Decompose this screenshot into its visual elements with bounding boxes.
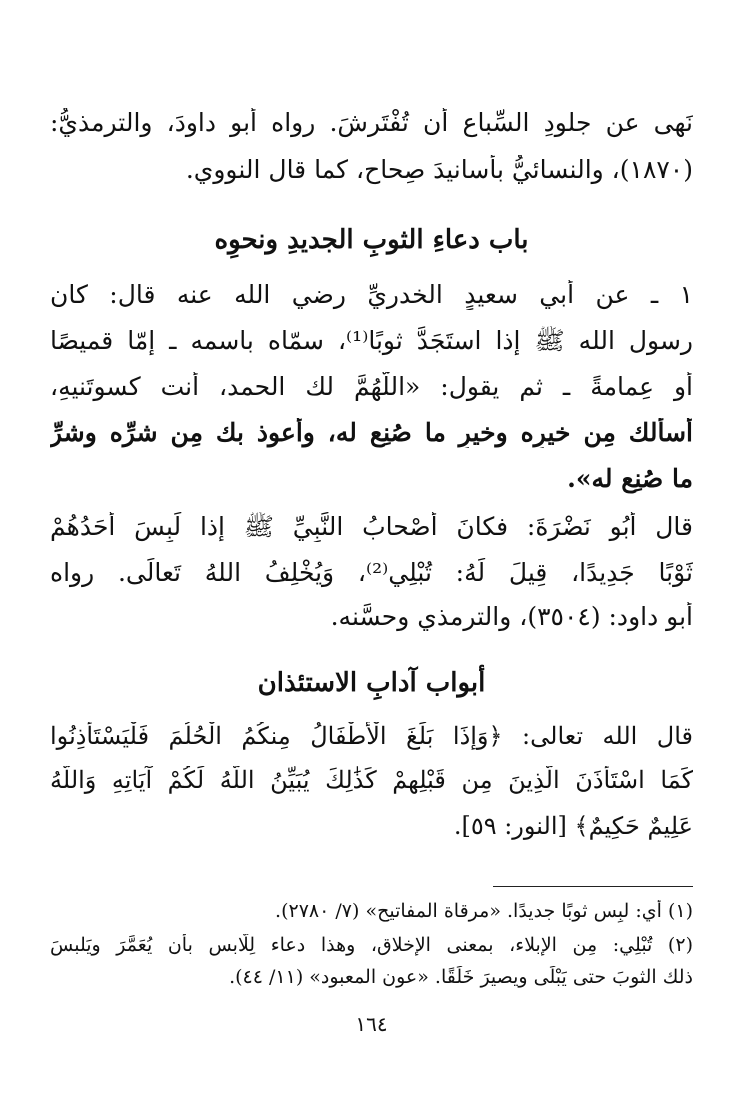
hadith-line: ما صُنِع له».: [567, 464, 693, 493]
footnote-2-continued: ذلك الثوبَ حتى يَبْلَى ويصيرَ خَلَقًا. «عون المعبود» (١١/ ٤٤).: [229, 966, 693, 988]
hadith-line: أو عِمامةً ـ ثم يقول: «اللَّهُمَّ لك الحمد، أنت كسوتَنيهِ،: [50, 372, 693, 401]
footnote-1: (١) أي: لبِس ثوبًا جديدًا. «مرقاة المفاتيح» (٧/ ٢٧٨٠).: [275, 900, 693, 922]
narration-line: قال أَبُو نَضْرَةَ: فكانَ أَصْحابُ النَّبِيِّ ﷺ إذا لَبِسَ أَحَدُهُمْ: [50, 512, 693, 541]
footnote-divider: [493, 886, 693, 887]
intro-line: نَهى عن جلودِ السِّباعِ أن تُفْتَرشَ. رواه أبو داودَ، والترمذيُّ:: [50, 108, 693, 137]
section-heading-permission: أبواب آدابِ الاستئذان: [257, 668, 486, 698]
hadith-line: ١ ـ عن أبي سعيدٍ الخدريِّ رضي الله عنه قال: كان: [50, 280, 693, 309]
quran-verse-line: قال الله تعالى: ﴿وَإِذَا بَلَغَ الْأَطْفَالُ مِنكُمُ الْحُلُمَ فَلْيَسْتَأْذِنُوا: [50, 722, 693, 750]
quran-verse-line: عَلِيمٌ حَكِيمٌ﴾ [النور: ٥٩].: [453, 812, 693, 840]
narration-line: أبو داود: (٣٥٠٤)، والترمذي وحسَّنه.: [330, 602, 693, 631]
page-number: ١٦٤: [355, 1012, 388, 1036]
hadith-line: رسول الله ﷺ إذا استَجَدَّ ثوبًا⁽¹⁾، سمّاه باسمه ـ إمّا قميصًا: [50, 326, 693, 355]
quran-verse-line: كَمَا اسْتَأْذَنَ الَّذِينَ مِن قَبْلِهِمْ كَذَٰلِكَ يُبَيِّنُ اللَّهُ لَكُمْ آيَاتِهِ وَاللَّهُ: [50, 766, 693, 794]
footnote-2: (٢) تُبْلِي: مِن الإبلاء، بمعنى الإخلاق، وهذا دعاء لِلّابس بأن يُعَمَّرَ ويَلبسَ: [50, 934, 693, 956]
intro-line: (١٨٧٠)، والنسائيُّ بأسانيدَ صِحاحٍ، كما قال النووي.: [185, 155, 693, 184]
section-heading-new-garment: باب دعاءِ الثوبِ الجديدِ ونحوِه: [214, 225, 529, 255]
narration-line: ثَوْبًا جَدِيدًا، قِيلَ لَهُ: تُبْلِي⁽²⁾، وَيُخْلِفُ اللهُ تَعالَى. رواه: [50, 558, 693, 587]
hadith-line: أسألك مِن خيرِه وخيرِ ما صُنِع له، وأعوذ بك مِن شرِّه وشرِّ: [50, 418, 693, 447]
